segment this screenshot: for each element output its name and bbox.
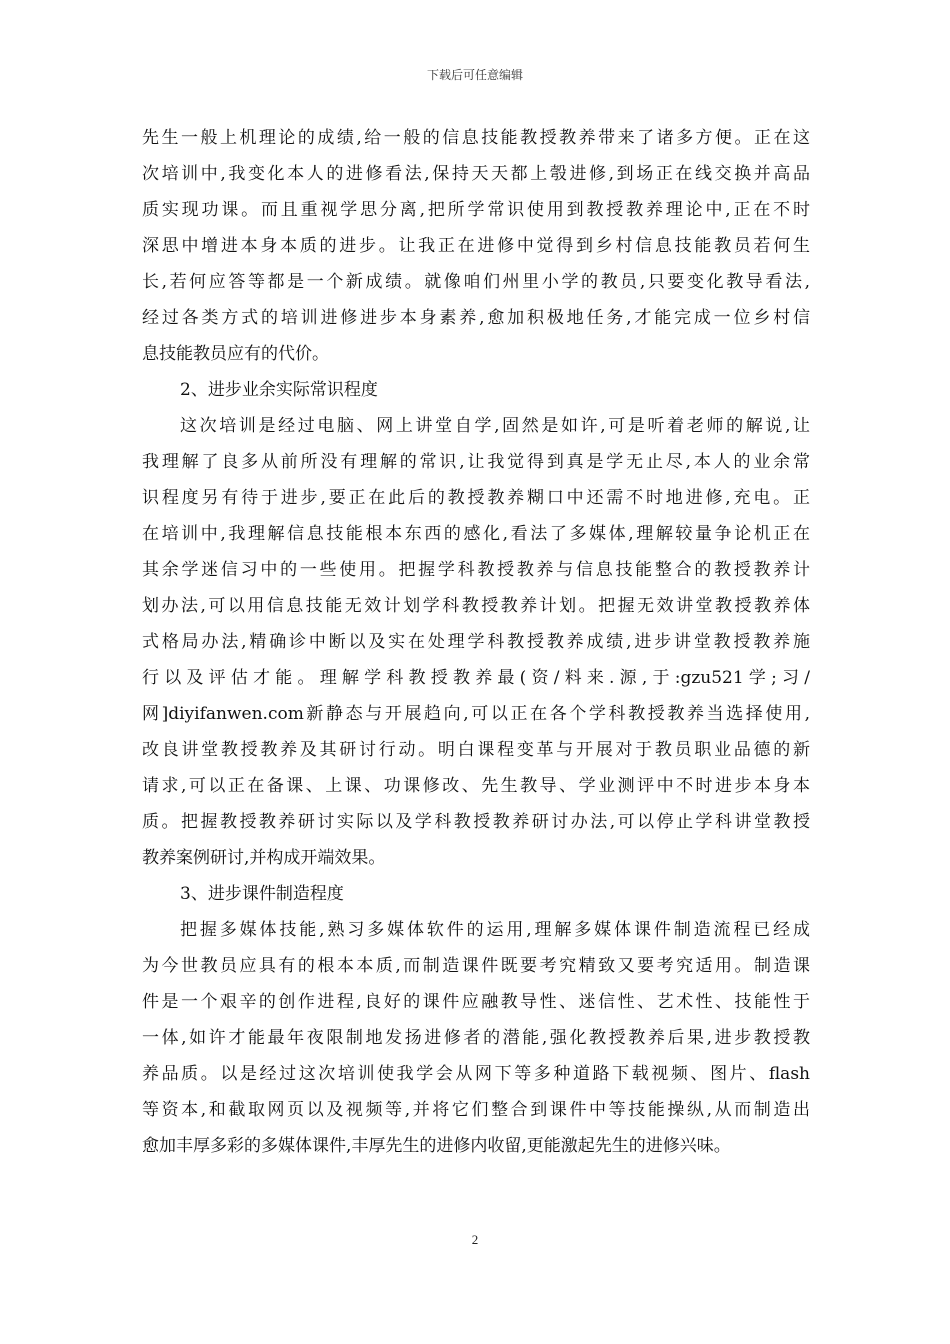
paragraph (142, 408, 810, 876)
section-heading (142, 876, 810, 912)
text-line: 先生一般上机理论的成绩,给一般的信息技能教授教养带来了诸多方便。正在这 (142, 128, 810, 148)
paragraph (142, 120, 810, 372)
text-line: 长,若何应答等都是一个新成绩。就像咱们州里小学的教员,只要变化教导看法, (142, 272, 810, 292)
text-line: 这次培训是经过电脑、网上讲堂自学,固然是如许,可是听着老师的解说,让 (180, 416, 810, 436)
text-line: 经过各类方式的培训进修进步本身素养,愈加积极地任务,才能完成一位乡村信 (142, 308, 810, 328)
page-number: 2 (471, 1232, 479, 1247)
text-line: 划办法,可以用信息技能无效计划学科教授教养计划。把握无效讲堂教授教养体 (142, 596, 810, 616)
text-line: 为今世教员应具有的根本本质,而制造课件既要考究精致又要考究适用。制造课 (142, 956, 810, 976)
text-line: 质。把握教授教养研讨实际以及学科教授教养研讨办法,可以停止学科讲堂教授 (142, 812, 810, 832)
text-line: 我理解了良多从前所没有理解的常识,让我觉得到真是学无止尽,本人的业余常 (142, 452, 810, 472)
section-heading (142, 372, 810, 408)
text-line: 息技能教员应有的代价。 (142, 344, 329, 364)
text-line: 改良讲堂教授教养及其研讨行动。明白课程变革与开展对于教员职业品德的新 (142, 740, 810, 760)
text-line: 质实现功课。而且重视学思分离,把所学常识使用到教授教养理论中,正在不时 (142, 200, 810, 220)
text-line: 式格局办法,精确诊中断以及实在处理学科教授教养成绩,进步讲堂教授教养施 (142, 632, 810, 652)
text-line: 把握多媒体技能,熟习多媒体软件的运用,理解多媒体课件制造流程已经成 (180, 920, 810, 940)
text-line: 在培训中,我理解信息技能根本东西的感化,看法了多媒体,理解较量争论机正在 (142, 524, 810, 544)
text-line: 3、进步课件制造程度 (180, 884, 344, 904)
text-line: 件是一个艰辛的创作进程,良好的课件应融教导性、迷信性、艺术性、技能性于 (142, 992, 810, 1012)
text-line: 请求,可以正在备课、上课、功课修改、先生教导、学业测评中不时进步本身本 (142, 776, 810, 796)
text-line: 等资本,和截取网页以及视频等,并将它们整合到课件中等技能操纵,从而制造出 (142, 1100, 810, 1120)
text-line: 行以及评估才能。理解学科教授教养最(资/料来.源,于:gzu521学;习/ (142, 668, 810, 688)
text-line: 教养案例研讨,并构成开端效果。 (142, 848, 386, 868)
paragraph (142, 912, 810, 1164)
document-body (142, 120, 810, 1164)
text-line: 其余学迷信习中的一些使用。把握学科教授教养与信息技能整合的教授教养计 (142, 560, 810, 580)
text-line: 次培训中,我变化本人的进修看法,保持天天都上彀进修,到场正在线交换并高品 (142, 164, 810, 184)
text-line: 网]diyifanwen.com新静态与开展趋向,可以正在各个学科教授教养当选择使用, (142, 704, 810, 724)
text-line: 愈加丰厚多彩的多媒体课件,丰厚先生的进修内收留,更能激起先生的进修兴味。 (142, 1136, 731, 1156)
text-line: 2、进步业余实际常识程度 (180, 380, 378, 400)
text-line: 识程度另有待于进步,要正在此后的教授教养糊口中还需不时地进修,充电。正 (142, 488, 810, 508)
text-line: 一体,如许才能最年夜限制地发扬进修者的潜能,强化教授教养后果,进步教授教 (142, 1028, 810, 1048)
page-header: 下载后可任意编辑 (426, 68, 523, 82)
text-line: 深思中增进本身本质的进步。让我正在进修中觉得到乡村信息技能教员若何生 (142, 236, 810, 256)
text-line: 养品质。以是经过这次培训使我学会从网下等多种道路下载视频、图片、flash (142, 1064, 810, 1084)
